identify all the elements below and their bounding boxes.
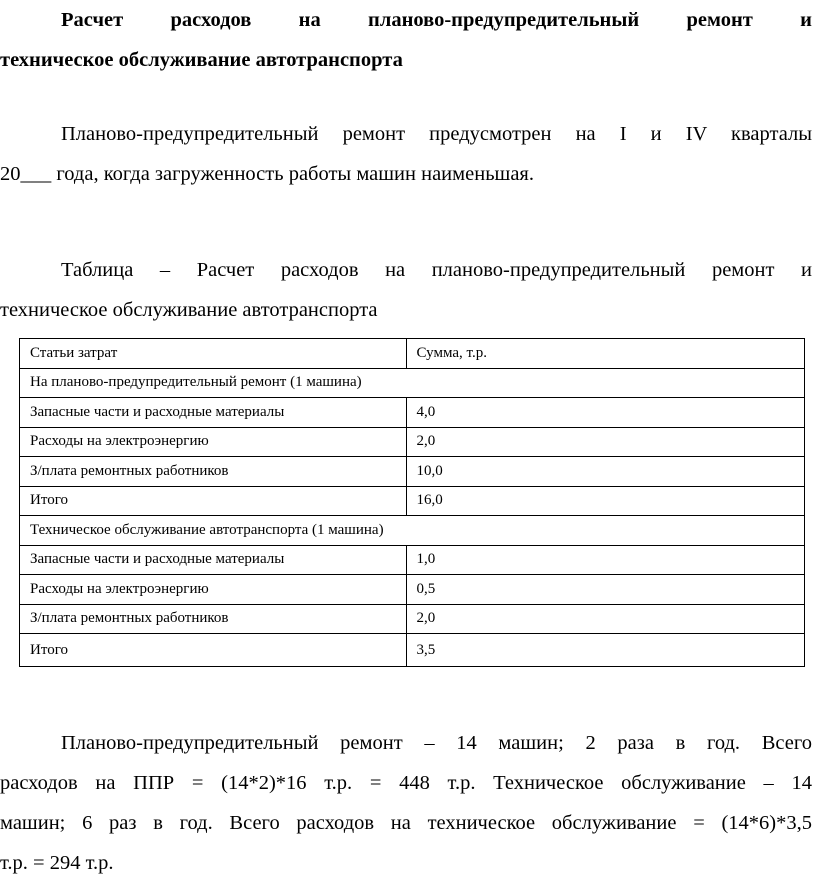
section-title-repair: На планово-предупредительный ремонт (1 машина) [20,368,805,398]
row-value: 2,0 [406,427,804,457]
caption-line-2: техническое обслуживание автотранспорта [0,299,378,321]
row-value: 4,0 [406,398,804,428]
heading-line-1: Расчет расходов на планово-предупредительный ремонт и [61,9,812,31]
summary-line-2: расходов на ППР = (14*2)*16 т.р. = 448 т.р. Техническое обслуживание – 14 [0,772,812,794]
table-row [20,604,805,634]
row-value: 2,0 [406,604,804,634]
heading-line-2: техническое обслуживание автотранспорта [0,49,403,71]
table-row-total [20,634,805,667]
table-row [20,427,805,457]
table-row [20,398,805,428]
row-value-total: 16,0 [406,486,804,516]
intro-line-1: Планово-предупредительный ремонт предусмотрен на I и IV кварталы [61,123,812,145]
document-heading [0,0,812,80]
caption-line-1: Таблица – Расчет расходов на планово-предупредительный ремонт и [61,259,812,281]
row-value: 10,0 [406,457,804,487]
row-item: З/плата ремонтных работников [20,457,407,487]
row-item-total: Итого [20,634,407,667]
table-row [20,575,805,605]
row-item: Запасные части и расходные материалы [20,398,407,428]
table-row-total [20,486,805,516]
row-item-total: Итого [20,486,407,516]
row-item: Расходы на электроэнергию [20,575,407,605]
summary-line-1: Планово-предупредительный ремонт – 14 машин; 2 раза в год. Всего [61,732,812,754]
table-caption [0,250,812,330]
table-header-row [20,339,805,369]
table-row [20,457,805,487]
summary-line-3: машин; 6 раз в год. Всего расходов на техническое обслуживание = (14*6)*3,5 [0,812,812,834]
intro-line-2: 20___ года, когда загруженность работы машин наименьшая. [0,163,534,185]
section-title-row [20,516,805,546]
table-row [20,545,805,575]
intro-paragraph [0,114,812,194]
section-title-maintenance: Техническое обслуживание автотранспорта (1 машина) [20,516,805,546]
row-value-total: 3,5 [406,634,804,667]
header-cell-amount: Сумма, т.р. [406,339,804,369]
summary-paragraph [0,723,812,883]
row-item: Запасные части и расходные материалы [20,545,407,575]
summary-line-4: т.р. = 294 т.р. [0,852,114,874]
row-item: Расходы на электроэнергию [20,427,407,457]
row-value: 0,5 [406,575,804,605]
header-cell-items: Статьи затрат [20,339,407,369]
cost-table [19,338,805,667]
row-item: З/плата ремонтных работников [20,604,407,634]
section-title-row [20,368,805,398]
row-value: 1,0 [406,545,804,575]
